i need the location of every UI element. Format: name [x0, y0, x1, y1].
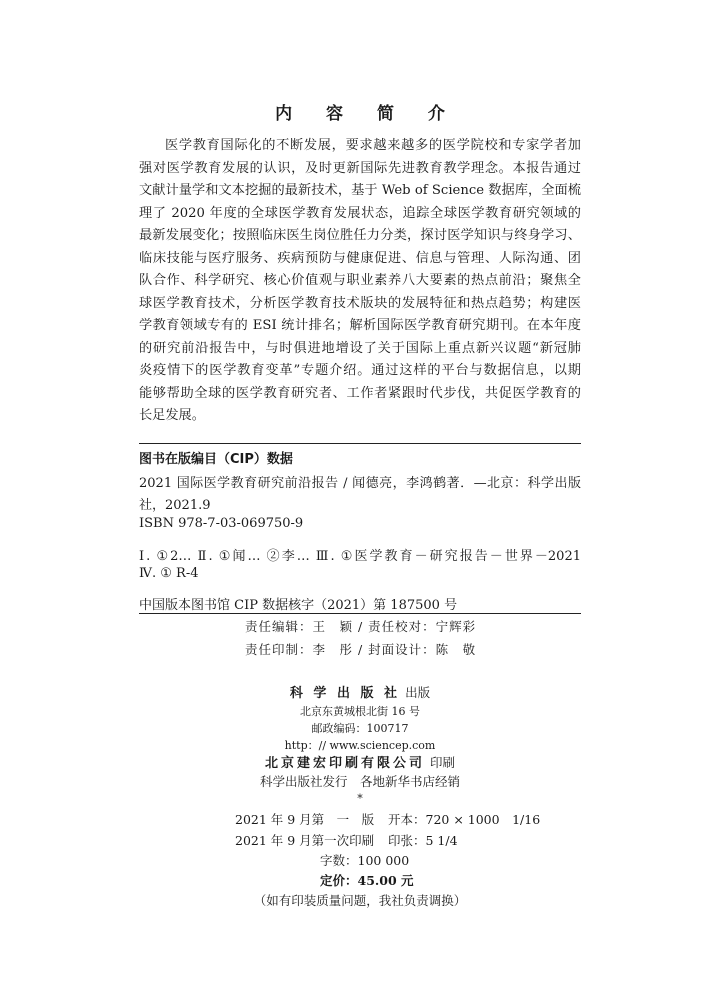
word-count: 字数：100 000	[320, 853, 410, 868]
intro-line: 学教育领域专有的 ESI 统计排名；解析国际医学教育研究期刊。在本年度	[139, 318, 581, 333]
price-value: 45.00 元	[357, 873, 414, 888]
divider	[139, 443, 581, 444]
intro-line: 文献计量学和文本挖掘的最新技术，基于 Web of Science 数据库，全面梳	[139, 183, 581, 198]
print-credits: 责任印制：李 彤 / 封面设计：陈 敬	[245, 642, 477, 657]
intro-line: 医学教育国际化的不断发展，要求越来越多的医学院校和专家学者加	[165, 138, 581, 153]
publisher-line	[0, 682, 720, 701]
cip-bibliographic-line: 2021 国际医学教育研究前沿报告 / 闻德亮，李鸿鹤著．—北京：科学出版	[139, 476, 581, 491]
printing-sheets: 印张：5 1/4	[388, 833, 458, 848]
intro-line: 炎疫情下的医学教育变革”专题介绍。通过这样的平台与数据信息，以期	[139, 363, 581, 378]
intro-line: 临床技能与医疗服务、疾病预防与健康促进、信息与管理、人际沟通、团	[139, 250, 581, 266]
cip-classification: Ⅰ. ①2… Ⅱ. ①闻… ②李… Ⅲ. ①医学教育－研究报告－世界－2021	[139, 549, 581, 564]
intro-line: 强对医学教育发展的认识，及时更新国际先进教育教学理念。本报告通过	[139, 160, 581, 176]
separator-star: *	[357, 792, 363, 805]
quality-notice: （如有印装质量问题，我社负责调换）	[253, 893, 467, 908]
page-title: 内 容 简 介	[275, 104, 459, 124]
intro-line: 理了 2020 年度的全球医学教育发展状态，追踪全球医学教育研究领域的	[139, 205, 581, 221]
intro-line: 的研究前沿报告中，与时俱进地增设了关于国际上重点新兴议题“新冠肺	[139, 340, 581, 356]
printer-name: 北京建宏印刷有限公司	[264, 756, 425, 771]
price	[320, 871, 414, 889]
intro-paragraph	[139, 135, 581, 428]
cip-classification-2: Ⅳ. ① R-4	[139, 566, 199, 581]
price-label: 定价：	[320, 873, 358, 888]
cip-isbn: ISBN 978-7-03-069750-9	[139, 516, 304, 531]
intro-line: 队合作、科学研究、核心价值观与职业素养八大要素的热点前沿；聚焦全	[139, 273, 581, 288]
intro-line: 最新发展变化；按照临床医生岗位胜任力分类，探讨医学知识与终身学习、	[139, 228, 581, 243]
cip-record-number: 中国版本图书馆 CIP 数据核字（2021）第 187500 号	[139, 598, 458, 613]
publisher-address: 北京东黄城根北街 16 号	[300, 705, 420, 718]
book-format: 开本：720 × 1000 1/16	[388, 812, 541, 827]
distribution-line: 科学出版社发行 各地新华书店经销	[259, 774, 460, 789]
edition-date: 2021 年 9 月第 一 版	[235, 812, 375, 827]
publisher-name: 科 学 出 版 社	[289, 686, 400, 701]
editor-credits: 责任编辑：王 颖 / 责任校对：宁辉彩	[245, 619, 477, 634]
publisher-postcode: 邮政编码：100717	[311, 722, 409, 735]
printer-line	[0, 752, 720, 771]
cip-heading: 图书在版编目（CIP）数据	[139, 452, 293, 467]
publisher-suffix: 出版	[405, 685, 431, 700]
cip-bibliographic-line-2: 社，2021.9	[139, 498, 211, 513]
print-date: 2021 年 9 月第一次印刷	[235, 833, 375, 848]
printer-suffix: 印刷	[430, 755, 456, 770]
intro-line: 球医学教育技术，分析医学教育技术版块的发展特征和热点趋势；构建医	[139, 295, 581, 311]
intro-line: 长足发展。	[139, 408, 205, 423]
intro-line: 能够帮助全球的医学教育研究者、工作者紧跟时代步伐，共促医学教育的	[139, 385, 581, 401]
publisher-website: http：// www.sciencep.com	[284, 739, 436, 752]
divider	[139, 613, 581, 614]
